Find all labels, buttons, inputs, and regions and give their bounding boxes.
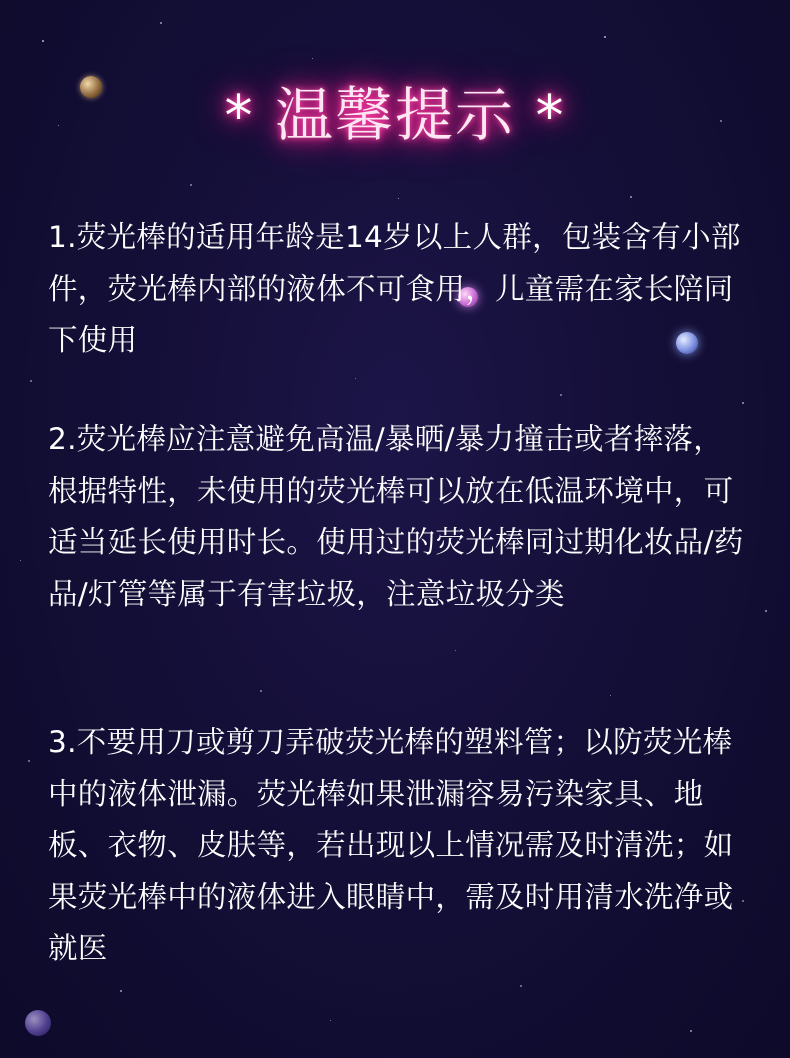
title-star-right: *: [535, 84, 566, 149]
star-decoration: [260, 690, 262, 692]
star-decoration: [604, 36, 606, 38]
star-decoration: [455, 650, 456, 651]
star-decoration: [610, 695, 611, 696]
tip-paragraph-2: 2.荧光棒应注意避免高温/暴晒/暴力撞击或者摔落，根据特性，未使用的荧光棒可以放在低温环境中，可适当延长使用时长。使用过的荧光棒同过期化妆品/药品/灯管等属于有害垃圾，注意垃圾分类: [48, 422, 744, 611]
star-decoration: [690, 1030, 692, 1032]
star-decoration: [355, 378, 356, 379]
title-text: 温馨提示: [274, 81, 515, 149]
star-decoration: [42, 40, 44, 42]
star-decoration: [160, 22, 162, 24]
star-decoration: [560, 394, 562, 396]
tip-paragraph-3: 3.不要用刀或剪刀弄破荧光棒的塑料管；以防荧光棒中的液体泄漏。荧光棒如果泄漏容易污染家具、地板、衣物、皮肤等，若出现以上情况需及时清洗；如果荧光棒中的液体进入眼睛中，需及时用清水洗净或就医: [48, 725, 734, 965]
star-decoration: [742, 402, 744, 404]
star-decoration: [312, 58, 313, 59]
page-title: [0, 80, 790, 152]
star-decoration: [330, 1020, 331, 1021]
star-decoration: [30, 380, 32, 382]
tip-paragraph-1: 1.荧光棒的适用年龄是14岁以上人群，包装含有小部件，荧光棒内部的液体不可食用，儿童需在家长陪同下使用: [48, 220, 741, 357]
star-decoration: [20, 560, 21, 561]
star-decoration: [398, 198, 399, 199]
title-star-left: *: [224, 84, 255, 149]
star-decoration: [28, 760, 30, 762]
star-decoration: [520, 985, 522, 987]
star-decoration: [765, 610, 767, 612]
star-decoration: [120, 990, 122, 992]
star-decoration: [630, 196, 632, 198]
violet-planet-decoration: [25, 1010, 51, 1036]
star-decoration: [190, 184, 192, 186]
